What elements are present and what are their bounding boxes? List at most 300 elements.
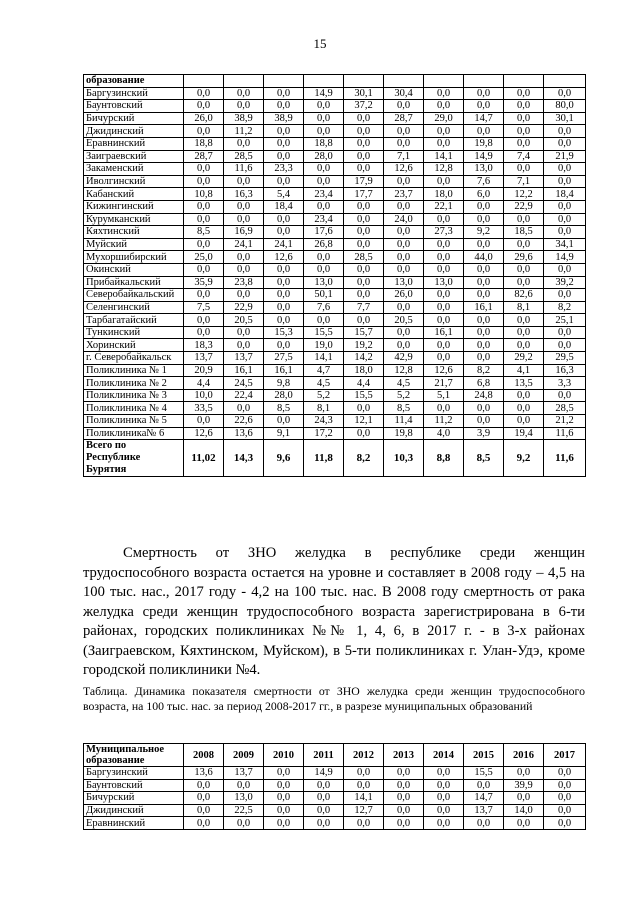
- value-cell: 21,2: [544, 415, 586, 428]
- value-cell: 0,0: [224, 817, 264, 830]
- row-name: Окинский: [84, 263, 184, 276]
- value-cell: 0,0: [544, 339, 586, 352]
- row-name: Еравнинский: [84, 137, 184, 150]
- value-cell: 12,6: [264, 251, 304, 264]
- value-cell: 24,1: [224, 238, 264, 251]
- value-cell: 0,0: [224, 175, 264, 188]
- row-name: Муйский: [84, 238, 184, 251]
- year-header: 2013: [384, 744, 424, 767]
- value-cell: 14,9: [464, 150, 504, 163]
- value-cell: 0,0: [224, 339, 264, 352]
- value-cell: 0,0: [424, 301, 464, 314]
- value-cell: 12,7: [344, 804, 384, 817]
- value-cell: 0,0: [264, 779, 304, 792]
- value-cell: 0,0: [424, 175, 464, 188]
- value-cell: 0,0: [464, 352, 504, 365]
- value-cell: 13,7: [184, 352, 224, 365]
- table-row: [84, 779, 586, 792]
- table1-body: [84, 75, 586, 477]
- value-cell: 0,0: [384, 200, 424, 213]
- value-cell: 13,0: [424, 276, 464, 289]
- value-cell: 11,4: [384, 415, 424, 428]
- row-name: Бичурский: [84, 792, 184, 805]
- value-cell: 0,0: [544, 200, 586, 213]
- value-cell: 25,0: [184, 251, 224, 264]
- value-cell: 14,7: [464, 112, 504, 125]
- value-cell: 29,2: [504, 352, 544, 365]
- header-cell: [224, 75, 264, 88]
- value-cell: 12,1: [344, 415, 384, 428]
- header-cell: [304, 75, 344, 88]
- table-row: [84, 276, 586, 289]
- value-cell: 13,5: [504, 377, 544, 390]
- value-cell: 0,0: [424, 251, 464, 264]
- value-cell: 38,9: [224, 112, 264, 125]
- value-cell: 28,5: [224, 150, 264, 163]
- value-cell: 0,0: [424, 314, 464, 327]
- page-number: 15: [313, 36, 327, 51]
- value-cell: 0,0: [184, 125, 224, 138]
- value-cell: 0,0: [264, 125, 304, 138]
- value-cell: 0,0: [384, 767, 424, 780]
- value-cell: 5,1: [424, 389, 464, 402]
- value-cell: 27,3: [424, 226, 464, 239]
- value-cell: 22,9: [504, 200, 544, 213]
- value-cell: 7,6: [304, 301, 344, 314]
- value-cell: 0,0: [184, 779, 224, 792]
- value-cell: 0,0: [544, 792, 586, 805]
- value-cell: 0,0: [544, 175, 586, 188]
- year-header: 2009: [224, 744, 264, 767]
- value-cell: 14,7: [464, 792, 504, 805]
- value-cell: 0,0: [264, 137, 304, 150]
- value-cell: 0,0: [344, 200, 384, 213]
- value-cell: 0,0: [424, 817, 464, 830]
- value-cell: 17,2: [304, 427, 344, 440]
- value-cell: 13,6: [184, 767, 224, 780]
- value-cell: 0,0: [464, 238, 504, 251]
- row-name: Поликлиника № 5: [84, 415, 184, 428]
- value-cell: 0,0: [424, 289, 464, 302]
- value-cell: 21,7: [424, 377, 464, 390]
- value-cell: 0,0: [464, 125, 504, 138]
- year-header: 2011: [304, 744, 344, 767]
- value-cell: 4,0: [424, 427, 464, 440]
- row-name: Поликлиника № 3: [84, 389, 184, 402]
- value-cell: 19,4: [504, 427, 544, 440]
- value-cell: 0,0: [504, 112, 544, 125]
- value-cell: 0,0: [224, 779, 264, 792]
- table-row: [84, 792, 586, 805]
- value-cell: 26,0: [184, 112, 224, 125]
- value-cell: 24,5: [224, 377, 264, 390]
- value-cell: 0,0: [184, 175, 224, 188]
- value-cell: 10,3: [384, 440, 424, 477]
- value-cell: 14,3: [224, 440, 264, 477]
- value-cell: 13,7: [224, 352, 264, 365]
- value-cell: 42,9: [384, 352, 424, 365]
- value-cell: 18,3: [184, 339, 224, 352]
- value-cell: 9,1: [264, 427, 304, 440]
- header-cell: [464, 75, 504, 88]
- value-cell: 0,0: [544, 163, 586, 176]
- value-cell: 28,7: [184, 150, 224, 163]
- value-cell: 0,0: [504, 314, 544, 327]
- value-cell: 0,0: [464, 100, 504, 113]
- value-cell: 0,0: [184, 163, 224, 176]
- year-header: 2010: [264, 744, 304, 767]
- value-cell: 0,0: [184, 238, 224, 251]
- value-cell: 23,3: [264, 163, 304, 176]
- value-cell: 0,0: [504, 276, 544, 289]
- value-cell: 0,0: [224, 213, 264, 226]
- value-cell: 0,0: [384, 226, 424, 239]
- value-cell: 0,0: [184, 87, 224, 100]
- value-cell: 0,0: [264, 804, 304, 817]
- table-row: [84, 175, 586, 188]
- value-cell: 16,3: [224, 188, 264, 201]
- value-cell: 8,5: [384, 402, 424, 415]
- value-cell: 0,0: [544, 289, 586, 302]
- value-cell: 5,4: [264, 188, 304, 201]
- value-cell: 50,1: [304, 289, 344, 302]
- value-cell: 22,9: [224, 301, 264, 314]
- value-cell: 0,0: [424, 87, 464, 100]
- table-caption: Таблица. Динамика показателя смертности от ЗНО желудка среди женщин трудоспособного возраста, на 100 тыс. нас. за период 2008-2017 гг., в разрезе муниципальных образований: [83, 684, 585, 713]
- value-cell: 0,0: [504, 339, 544, 352]
- value-cell: 20,5: [224, 314, 264, 327]
- value-cell: 18,5: [504, 226, 544, 239]
- value-cell: 0,0: [264, 175, 304, 188]
- value-cell: 16,1: [424, 326, 464, 339]
- table-row: [84, 87, 586, 100]
- value-cell: 8,2: [344, 440, 384, 477]
- value-cell: 15,5: [344, 389, 384, 402]
- value-cell: 11,02: [184, 440, 224, 477]
- row-name: Тарбагатайский: [84, 314, 184, 327]
- year-header: 2014: [424, 744, 464, 767]
- value-cell: 19,8: [384, 427, 424, 440]
- row-name: Мухоршибирский: [84, 251, 184, 264]
- value-cell: 0,0: [544, 137, 586, 150]
- value-cell: 0,0: [504, 125, 544, 138]
- table-row: [84, 150, 586, 163]
- value-cell: 0,0: [184, 200, 224, 213]
- value-cell: 18,0: [344, 364, 384, 377]
- table-row: [84, 402, 586, 415]
- value-cell: 0,0: [304, 251, 344, 264]
- value-cell: 8,1: [504, 301, 544, 314]
- value-cell: 16,9: [224, 226, 264, 239]
- value-cell: 0,0: [344, 112, 384, 125]
- table-row: [84, 251, 586, 264]
- table-row: [84, 767, 586, 780]
- year-header: 2008: [184, 744, 224, 767]
- value-cell: 0,0: [424, 100, 464, 113]
- value-cell: 9,6: [264, 440, 304, 477]
- value-cell: 0,0: [304, 125, 344, 138]
- value-cell: 0,0: [424, 792, 464, 805]
- row-name: Северобайкальский: [84, 289, 184, 302]
- value-cell: 10,8: [184, 188, 224, 201]
- value-cell: 18,4: [264, 200, 304, 213]
- value-cell: 18,8: [304, 137, 344, 150]
- value-cell: 28,0: [304, 150, 344, 163]
- value-cell: 4,4: [344, 377, 384, 390]
- value-cell: 0,0: [544, 779, 586, 792]
- table-row: [84, 339, 586, 352]
- row-name: Поликлиника № 4: [84, 402, 184, 415]
- value-cell: 28,0: [264, 389, 304, 402]
- header-cell: [384, 75, 424, 88]
- value-cell: 0,0: [504, 263, 544, 276]
- value-cell: 0,0: [304, 163, 344, 176]
- value-cell: 0,0: [464, 87, 504, 100]
- header-cell: [424, 75, 464, 88]
- table-row: [84, 188, 586, 201]
- value-cell: 0,0: [424, 804, 464, 817]
- value-cell: 9,2: [504, 440, 544, 477]
- value-cell: 0,0: [224, 251, 264, 264]
- value-cell: 0,0: [424, 352, 464, 365]
- table-row: [84, 213, 586, 226]
- value-cell: 0,0: [264, 415, 304, 428]
- value-cell: 13,0: [384, 276, 424, 289]
- value-cell: 13,0: [304, 276, 344, 289]
- value-cell: 0,0: [384, 326, 424, 339]
- value-cell: 7,1: [504, 175, 544, 188]
- value-cell: 11,6: [544, 427, 586, 440]
- value-cell: 0,0: [224, 200, 264, 213]
- value-cell: 22,5: [224, 804, 264, 817]
- value-cell: 0,0: [264, 817, 304, 830]
- value-cell: 13,6: [224, 427, 264, 440]
- value-cell: 0,0: [264, 276, 304, 289]
- value-cell: 80,0: [544, 100, 586, 113]
- value-cell: 5,2: [304, 389, 344, 402]
- value-cell: 0,0: [344, 263, 384, 276]
- table1-header-row: [84, 75, 586, 88]
- value-cell: 12,6: [184, 427, 224, 440]
- value-cell: 13,7: [464, 804, 504, 817]
- row-name: Закаменский: [84, 163, 184, 176]
- value-cell: 0,0: [184, 326, 224, 339]
- value-cell: 28,7: [384, 112, 424, 125]
- row-name: Баунтовский: [84, 779, 184, 792]
- value-cell: 12,6: [424, 364, 464, 377]
- value-cell: 6,8: [464, 377, 504, 390]
- row-name: Поликлиника № 2: [84, 377, 184, 390]
- table-row: [84, 238, 586, 251]
- value-cell: 0,0: [384, 251, 424, 264]
- value-cell: 0,0: [344, 817, 384, 830]
- value-cell: 21,9: [544, 150, 586, 163]
- value-cell: 22,6: [224, 415, 264, 428]
- table-row: [84, 364, 586, 377]
- year-header: 2017: [544, 744, 586, 767]
- value-cell: 0,0: [344, 767, 384, 780]
- value-cell: 0,0: [544, 817, 586, 830]
- header-municipality: Муниципальное образование: [84, 744, 184, 767]
- value-cell: 44,0: [464, 251, 504, 264]
- value-cell: 22,4: [224, 389, 264, 402]
- value-cell: 0,0: [344, 137, 384, 150]
- value-cell: 0,0: [224, 326, 264, 339]
- value-cell: 0,0: [344, 276, 384, 289]
- value-cell: 11,6: [224, 163, 264, 176]
- value-cell: 5,2: [384, 389, 424, 402]
- value-cell: 0,0: [184, 263, 224, 276]
- value-cell: 12,6: [384, 163, 424, 176]
- value-cell: 0,0: [304, 263, 344, 276]
- value-cell: 4,1: [504, 364, 544, 377]
- value-cell: 0,0: [504, 415, 544, 428]
- value-cell: 17,7: [344, 188, 384, 201]
- value-cell: 0,0: [304, 314, 344, 327]
- table-row: [84, 817, 586, 830]
- value-cell: 17,9: [344, 175, 384, 188]
- value-cell: 39,2: [544, 276, 586, 289]
- value-cell: 6,0: [464, 188, 504, 201]
- header-fragment: образование: [84, 75, 184, 88]
- value-cell: 0,0: [304, 112, 344, 125]
- value-cell: 0,0: [264, 767, 304, 780]
- value-cell: 0,0: [184, 314, 224, 327]
- row-name: Заиграевский: [84, 150, 184, 163]
- value-cell: 0,0: [344, 779, 384, 792]
- value-cell: 39,9: [504, 779, 544, 792]
- table-row: [84, 125, 586, 138]
- value-cell: 20,5: [384, 314, 424, 327]
- table-row: [84, 263, 586, 276]
- value-cell: 30,1: [544, 112, 586, 125]
- row-name: Баргузинский: [84, 767, 184, 780]
- value-cell: 15,3: [264, 326, 304, 339]
- value-cell: 37,2: [344, 100, 384, 113]
- value-cell: 0,0: [504, 163, 544, 176]
- value-cell: 0,0: [384, 263, 424, 276]
- value-cell: 0,0: [184, 100, 224, 113]
- value-cell: 20,9: [184, 364, 224, 377]
- value-cell: 28,5: [344, 251, 384, 264]
- value-cell: 15,5: [304, 326, 344, 339]
- table-row: [84, 326, 586, 339]
- value-cell: 0,0: [424, 137, 464, 150]
- row-name: Хоринский: [84, 339, 184, 352]
- value-cell: 14,1: [304, 352, 344, 365]
- value-cell: 16,3: [544, 364, 586, 377]
- value-cell: 0,0: [424, 125, 464, 138]
- value-cell: 0,0: [304, 792, 344, 805]
- year-header: 2016: [504, 744, 544, 767]
- table-row: [84, 200, 586, 213]
- value-cell: 0,0: [424, 779, 464, 792]
- row-name: Селенгинский: [84, 301, 184, 314]
- row-name: Кабанский: [84, 188, 184, 201]
- table-row: [84, 226, 586, 239]
- value-cell: 0,0: [304, 817, 344, 830]
- table2-header-row: [84, 744, 586, 767]
- table-row: [84, 377, 586, 390]
- value-cell: 0,0: [464, 402, 504, 415]
- value-cell: 0,0: [544, 213, 586, 226]
- value-cell: 17,6: [304, 226, 344, 239]
- value-cell: 19,2: [344, 339, 384, 352]
- value-cell: 18,0: [424, 188, 464, 201]
- value-cell: 0,0: [504, 87, 544, 100]
- value-cell: 0,0: [464, 213, 504, 226]
- value-cell: 11,6: [544, 440, 586, 477]
- value-cell: 0,0: [304, 804, 344, 817]
- value-cell: 14,0: [504, 804, 544, 817]
- value-cell: 0,0: [504, 767, 544, 780]
- row-name: Кижингинский: [84, 200, 184, 213]
- table-row: [84, 427, 586, 440]
- value-cell: 0,0: [184, 792, 224, 805]
- value-cell: 23,4: [304, 188, 344, 201]
- header-cell: [504, 75, 544, 88]
- value-cell: 24,3: [304, 415, 344, 428]
- table-row: [84, 289, 586, 302]
- value-cell: 9,2: [464, 226, 504, 239]
- value-cell: 0,0: [264, 213, 304, 226]
- table-row: [84, 415, 586, 428]
- value-cell: 0,0: [464, 276, 504, 289]
- value-cell: 0,0: [384, 125, 424, 138]
- value-cell: 23,8: [224, 276, 264, 289]
- value-cell: 29,5: [544, 352, 586, 365]
- table-row: [84, 314, 586, 327]
- value-cell: 8,2: [464, 364, 504, 377]
- value-cell: 0,0: [464, 289, 504, 302]
- value-cell: 0,0: [224, 402, 264, 415]
- year-header: 2015: [464, 744, 504, 767]
- row-name: Иволгинский: [84, 175, 184, 188]
- table-row: [84, 804, 586, 817]
- value-cell: 19,8: [464, 137, 504, 150]
- body-paragraph: Смертность от ЗНО желудка в республике среди женщин трудоспособного возраста остается на уровне и составляет в 2008 году – 4,5 на 100 тыс. нас., 2017 году - 4,2 на 100 тыс. нас. В 2008 году смертность от рака желудка среди женщин трудоспособного возраста зарегистрирована в 6-ти районах, городских поликлиниках №№ 1, 4, 6, в 2017 г. - в 3-х районах (Заиграевском, Кяхтинском, Муйском), в 5-ти поликлиниках г. Улан-Удэ, кроме городской поликлиники №4.: [83, 545, 585, 678]
- table-row: [84, 440, 586, 477]
- value-cell: 12,8: [424, 163, 464, 176]
- value-cell: 0,0: [544, 226, 586, 239]
- value-cell: 0,0: [264, 301, 304, 314]
- table-row: [84, 112, 586, 125]
- value-cell: 0,0: [544, 326, 586, 339]
- value-cell: 16,1: [464, 301, 504, 314]
- value-cell: 8,5: [264, 402, 304, 415]
- value-cell: 0,0: [384, 339, 424, 352]
- table-row: [84, 137, 586, 150]
- value-cell: 16,1: [224, 364, 264, 377]
- value-cell: 0,0: [184, 804, 224, 817]
- row-name: Баунтовский: [84, 100, 184, 113]
- table-row: [84, 163, 586, 176]
- value-cell: 27,5: [264, 352, 304, 365]
- value-cell: 0,0: [464, 339, 504, 352]
- value-cell: 0,0: [264, 792, 304, 805]
- value-cell: 16,1: [264, 364, 304, 377]
- value-cell: 12,8: [384, 364, 424, 377]
- value-cell: 14,9: [304, 87, 344, 100]
- value-cell: 8,5: [464, 440, 504, 477]
- row-name: Поликлиника№ 6: [84, 427, 184, 440]
- value-cell: 0,0: [424, 402, 464, 415]
- value-cell: 11,8: [304, 440, 344, 477]
- value-cell: 0,0: [344, 238, 384, 251]
- value-cell: 33,5: [184, 402, 224, 415]
- value-cell: 13,0: [224, 792, 264, 805]
- value-cell: 0,0: [264, 339, 304, 352]
